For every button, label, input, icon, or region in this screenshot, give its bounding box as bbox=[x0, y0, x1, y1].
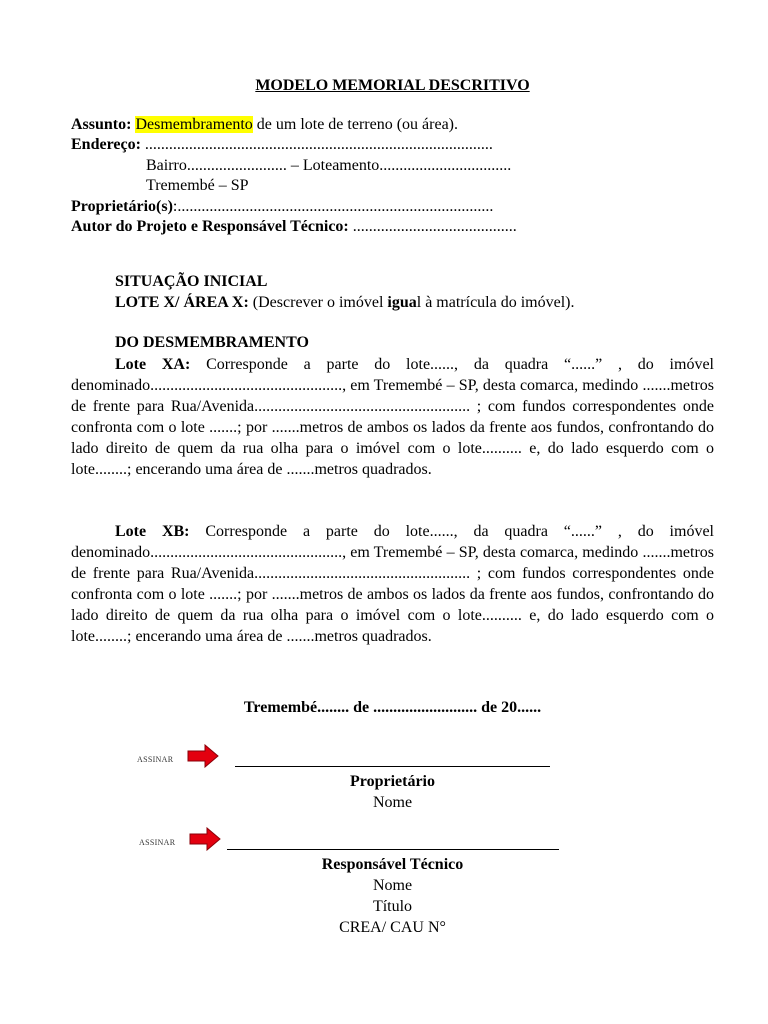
lote-x-text-bold: igua bbox=[387, 294, 417, 311]
assinar-label-owner: ASSINAR bbox=[137, 755, 174, 764]
lote-xa-paragraph bbox=[71, 354, 714, 480]
owner-signature-line[interactable] bbox=[235, 766, 550, 767]
cidade-line: Tremembé – SP bbox=[146, 177, 249, 195]
assunto-label: Assunto: bbox=[71, 116, 132, 133]
bairro-line: Bairro......................... – Loteamento................................. bbox=[146, 156, 512, 174]
proprietario-line bbox=[71, 197, 714, 217]
date-line: Tremembé........ de .......................... de 20...... bbox=[243, 699, 542, 716]
lote-x-line bbox=[115, 293, 574, 313]
lote-xa-text: Corresponde a parte do lote......, da quadra “......” , do imóvel denominado................................................, em Tremembé – SP, desta comarca, medindo .......metros de frente para Rua/Avenida...................................................... ; com fundos correspondentes onde confronta com o lote .......; por .......metros de ambos os lados da frente aos fundos, confrontando do lado direito de quem da rua olha para o imóvel com o lote.......... e, do lado esquerdo com o lote........; encerando uma área de .......metros quadrados. bbox=[71, 356, 714, 478]
autor-dots: ......................................... bbox=[348, 217, 517, 235]
endereco-line bbox=[71, 135, 714, 155]
desmembramento-heading: DO DESMEMBRAMENTO bbox=[115, 334, 309, 351]
header-block bbox=[71, 115, 714, 237]
technician-titulo: Título bbox=[372, 898, 413, 915]
autor-label: Autor do Projeto e Responsável Técnico: bbox=[71, 217, 349, 235]
lote-xb-label: Lote XB: bbox=[115, 523, 190, 540]
endereco-label: Endereço: bbox=[71, 136, 141, 154]
lote-x-text-b: l à matrícula do imóvel). bbox=[416, 294, 575, 311]
lote-xb-paragraph bbox=[71, 521, 714, 647]
owner-title: Proprietário bbox=[349, 773, 435, 790]
owner-name: Nome bbox=[372, 794, 413, 811]
assunto-highlight: Desmembramento bbox=[135, 116, 253, 133]
technician-title: Responsável Técnico bbox=[321, 856, 464, 873]
document-title: MODELO MEMORIAL DESCRITIVO bbox=[255, 77, 530, 94]
lote-xa-label: Lote XA: bbox=[115, 356, 191, 373]
endereco-dots: ....................................................................................... bbox=[140, 136, 493, 154]
technician-name: Nome bbox=[372, 877, 413, 894]
assinar-label-technician: ASSINAR bbox=[139, 838, 176, 847]
red-arrow-icon bbox=[189, 827, 221, 851]
situacao-heading: SITUAÇÃO INICIAL bbox=[115, 273, 268, 290]
lote-xb-text: Corresponde a parte do lote......, da quadra “......” , do imóvel denominado................................................, em Tremembé – SP, desta comarca, medindo .......metros de frente para Rua/Avenida...................................................... ; com fundos correspondentes onde confronta com o lote .......; por .......metros de ambos os lados da frente aos fundos, confrontando do lado direito de quem da rua olha para o imóvel com o lote.......... e, do lado esquerdo com o lote........; encerando uma área de .......metros quadrados. bbox=[71, 523, 714, 645]
assunto-line bbox=[71, 115, 714, 135]
document-page bbox=[71, 0, 714, 1024]
technician-registry: CREA/ CAU N° bbox=[339, 919, 446, 936]
assunto-rest: de um lote de terreno (ou área). bbox=[252, 116, 458, 133]
lote-x-text-a: (Descrever o imóvel bbox=[248, 294, 388, 311]
proprietario-label: Proprietário(s) bbox=[71, 197, 173, 215]
proprietario-dots: :............................................................................... bbox=[172, 197, 494, 215]
lote-x-label: LOTE X/ ÁREA X: bbox=[115, 294, 249, 311]
technician-signature-line[interactable] bbox=[227, 849, 559, 850]
autor-line bbox=[71, 217, 714, 237]
red-arrow-icon bbox=[187, 744, 219, 768]
